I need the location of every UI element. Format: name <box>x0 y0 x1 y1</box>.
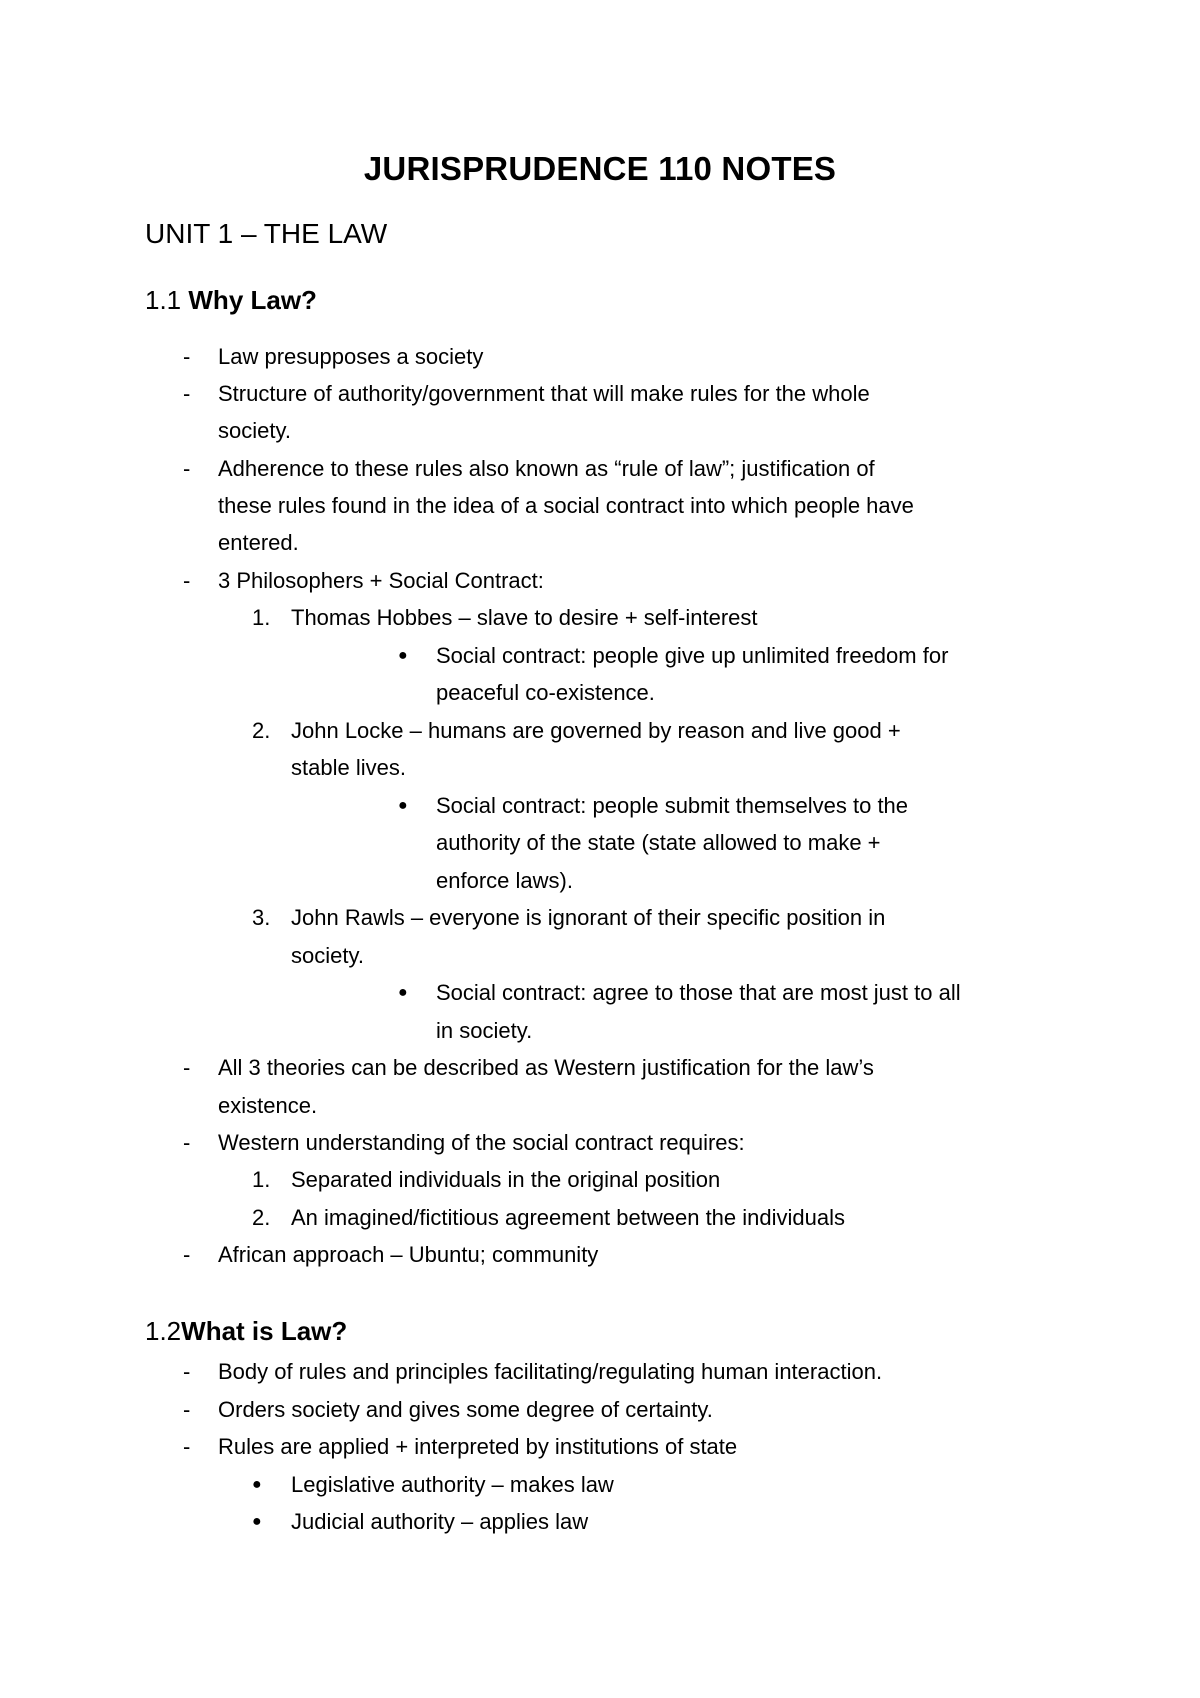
bullet-item: Social contract: people give up unlimited freedom for <box>436 643 949 668</box>
list-number: 2. <box>252 718 271 743</box>
dash-marker: - <box>183 1242 191 1267</box>
bullet-item-continuation: enforce laws). <box>436 868 573 893</box>
list-number: 3. <box>252 905 271 930</box>
list-item: African approach – Ubuntu; community <box>218 1242 599 1267</box>
list-item: Law presupposes a society <box>218 344 484 369</box>
section-title: What is Law? <box>181 1316 348 1346</box>
numbered-item-continuation: society. <box>291 943 364 968</box>
list-item: All 3 theories can be described as Western justification for the law’s <box>218 1055 874 1080</box>
document-title: JURISPRUDENCE 110 NOTES <box>363 150 837 187</box>
bullet-icon: ● <box>398 647 408 664</box>
list-item: Orders society and gives some degree of certainty. <box>218 1397 713 1422</box>
dash-marker: - <box>183 381 191 406</box>
bullet-item-continuation: in society. <box>436 1018 533 1043</box>
list-number: 1. <box>252 605 271 630</box>
bullet-item: Social contract: agree to those that are most just to all <box>436 980 961 1005</box>
dash-marker: - <box>183 1359 191 1384</box>
list-item: Rules are applied + interpreted by institutions of state <box>218 1434 738 1459</box>
bullet-icon: ● <box>398 797 408 814</box>
bullet-item: Social contract: people submit themselves to the <box>436 793 909 818</box>
section-number: 1.1 <box>145 285 182 315</box>
dash-marker: - <box>183 568 191 593</box>
numbered-item: John Locke – humans are governed by reason and live good + <box>291 718 901 743</box>
list-item: 3 Philosophers + Social Contract: <box>218 568 544 593</box>
bullet-item: Legislative authority – makes law <box>291 1472 614 1497</box>
bullet-item-continuation: peaceful co-existence. <box>436 680 655 705</box>
dash-marker: - <box>183 1434 191 1459</box>
numbered-item: Separated individuals in the original position <box>291 1167 721 1192</box>
bullet-item-continuation: authority of the state (state allowed to make + <box>436 830 881 855</box>
list-item: Western understanding of the social contract requires: <box>218 1130 745 1155</box>
numbered-item: John Rawls – everyone is ignorant of their specific position in <box>291 905 886 930</box>
dash-marker: - <box>183 344 191 369</box>
bullet-icon: ● <box>398 984 408 1001</box>
dash-marker: - <box>183 1055 191 1080</box>
list-number: 1. <box>252 1167 271 1192</box>
section-heading-why-law <box>145 285 317 316</box>
list-item-continuation: society. <box>218 418 291 443</box>
list-item: Adherence to these rules also known as “rule of law”; justification of <box>218 456 875 481</box>
dash-marker: - <box>183 1130 191 1155</box>
dash-marker: - <box>183 456 191 481</box>
section-number: 1.2 <box>145 1316 182 1346</box>
unit-heading: UNIT 1 – THE LAW <box>145 218 388 249</box>
list-item: Body of rules and principles facilitating/regulating human interaction. <box>218 1359 883 1384</box>
section-heading-what-is-law <box>145 1316 347 1347</box>
bullet-icon: ● <box>252 1513 262 1530</box>
list-item-continuation: existence. <box>218 1093 318 1118</box>
numbered-item: Thomas Hobbes – slave to desire + self-interest <box>291 605 758 630</box>
dash-marker: - <box>183 1397 191 1422</box>
bullet-item: Judicial authority – applies law <box>291 1509 589 1534</box>
bullet-icon: ● <box>252 1476 262 1493</box>
list-number: 2. <box>252 1205 271 1230</box>
numbered-item-continuation: stable lives. <box>291 755 406 780</box>
numbered-item: An imagined/fictitious agreement between the individuals <box>291 1205 845 1230</box>
list-item-continuation: entered. <box>218 530 299 555</box>
list-item: Structure of authority/government that will make rules for the whole <box>218 381 870 406</box>
list-item-continuation: these rules found in the idea of a social contract into which people have <box>218 493 914 518</box>
section-title: Why Law? <box>188 285 317 315</box>
